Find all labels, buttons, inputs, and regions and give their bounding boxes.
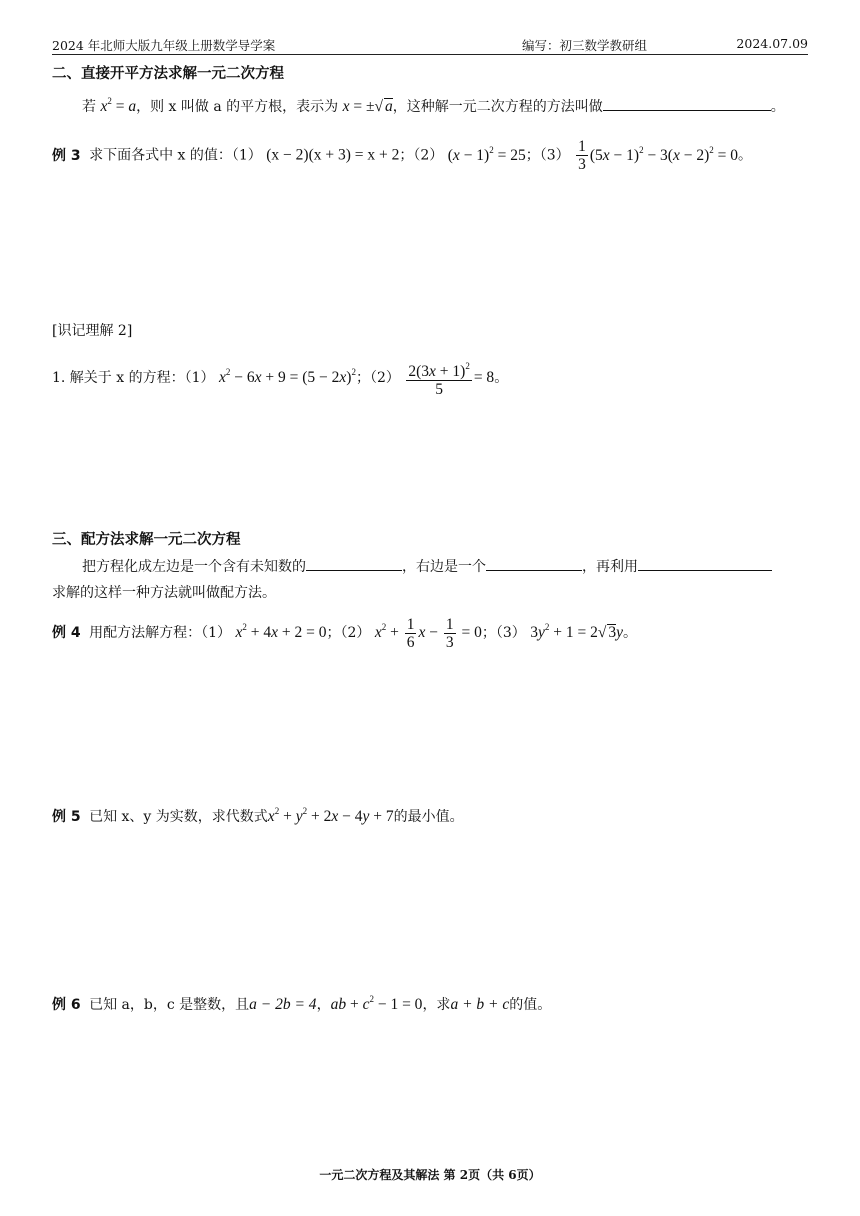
exercise-1-end: 。	[494, 370, 509, 386]
example-4-part-1: （1）	[201, 625, 231, 642]
def-eq-x2-a: $x^2 = a$	[100, 96, 137, 115]
example-4-end: 。	[623, 625, 638, 642]
header-date: 2024.07.09	[736, 36, 808, 51]
example-6-eq-3: a + b + c	[450, 996, 510, 1013]
example-3-eq-2: $(x - 1)^2 = 25$	[447, 144, 526, 164]
example-6-text-a: 已知 a，b，c 是整数，且	[89, 997, 250, 1013]
answer-blank-nonnegative	[486, 558, 582, 571]
exercise-1	[52, 358, 808, 398]
header-author: 编写：初三数学教研组	[522, 38, 648, 53]
exercise-1-fraction: $\frac{2(3x + 1)^2}{5}$	[406, 358, 471, 398]
example-6-text-b: ，求	[422, 997, 451, 1013]
def-text-c: ，这种解一元二次方程的方法叫做	[392, 99, 603, 115]
exercise-1-part-1: （1）	[184, 370, 215, 386]
example-3-eq-1: (x − 2)(x + 3) = x + 2	[266, 146, 400, 164]
example-3-eq-3: $(5x - 1)^2 - 3(x - 2)^2 = 0$	[589, 144, 739, 164]
example-3	[52, 138, 808, 173]
example-4-eq-2: $x^2$ + $\frac{1}{6}$ x − $\frac{1}{3}$ = 0	[374, 616, 482, 651]
memory-2-title: [识记理解 2]	[52, 323, 133, 339]
answer-blank-square-form	[306, 558, 402, 571]
example-4-eq-3: $3y^2 + 1 = 2√$ 3y	[530, 622, 624, 642]
example-5-text-b: 的最小值。	[393, 809, 464, 825]
example-4-part-3: ；（3）	[481, 625, 526, 642]
section-3-definition	[82, 556, 808, 576]
example-5	[52, 806, 808, 826]
s3-text-a: 把方程化成左边是一个含有未知数的	[82, 559, 306, 575]
example-5-text-a: 已知 x、y 为实数，求代数式	[89, 809, 268, 825]
example-3-part-2: ；（2）	[399, 147, 444, 164]
example-3-part-3: ；（3）	[525, 147, 570, 164]
example-6-eq-2: ab + $c^2 - 1 = 0$	[330, 994, 423, 1013]
example-3-text: 求下面各式中 x 的值：	[89, 147, 232, 164]
example-3-end: 。	[738, 147, 753, 164]
def-text-a: 若	[82, 99, 96, 115]
example-5-expression: $x^2 + y^2 + 2x - 4y + 7$	[267, 806, 394, 825]
example-3-fraction-one-third: $\frac{1}{3}$	[578, 138, 586, 173]
section-2-title: 二、直接开平方法求解一元二次方程	[52, 66, 284, 82]
def-eq-sqrt: x = ±√ a	[342, 98, 393, 115]
example-3-part-1: （1）	[231, 147, 262, 164]
s3-text-c: ，再利用	[582, 559, 638, 575]
s3-text-b: ，右边是一个	[402, 559, 486, 575]
section-2-definition	[82, 96, 808, 116]
example-3-label: 例 3	[52, 147, 81, 164]
example-4-eq-1: $x^2 + 4x + 2 = 0$	[235, 622, 327, 642]
example-6-sep: ，	[316, 997, 331, 1013]
answer-blank-method	[638, 558, 772, 571]
example-6-label: 例 6	[52, 997, 81, 1013]
example-6	[52, 994, 808, 1014]
def-text-end: 。	[770, 99, 785, 115]
exercise-1-eq-2-tail: = 8	[473, 369, 495, 386]
section-3-title: 三、配方法求解一元二次方程	[52, 532, 241, 548]
example-5-label: 例 5	[52, 809, 81, 825]
example-4-part-2: ；（2）	[326, 625, 371, 642]
section-3-definition-cont: 求解的这样一种方法就叫做配方法。	[52, 585, 276, 601]
page-header	[52, 34, 808, 55]
header-course-title: 2024 年北师大版九年级上册数学导学案	[52, 38, 276, 53]
example-4-text: 用配方法解方程：	[89, 625, 202, 642]
exercise-1-eq-1: $x^2 - 6x + 9 = (5 - 2x)^2$	[218, 367, 356, 386]
example-4	[52, 616, 808, 651]
example-4-label: 例 4	[52, 625, 81, 642]
exercise-1-part-2: ；（2）	[355, 370, 400, 386]
exercise-1-text: 1. 解关于 x 的方程：	[52, 370, 185, 386]
answer-blank-method-name	[603, 98, 771, 111]
def-text-b: ，则 x 叫做 a 的平方根，表示为	[136, 99, 339, 115]
page-footer: 一元二次方程及其解法 第 2页（共 6页）	[319, 1168, 541, 1182]
example-6-eq-1: a − 2b = 4	[249, 996, 317, 1013]
example-6-text-c: 的值。	[509, 997, 552, 1013]
